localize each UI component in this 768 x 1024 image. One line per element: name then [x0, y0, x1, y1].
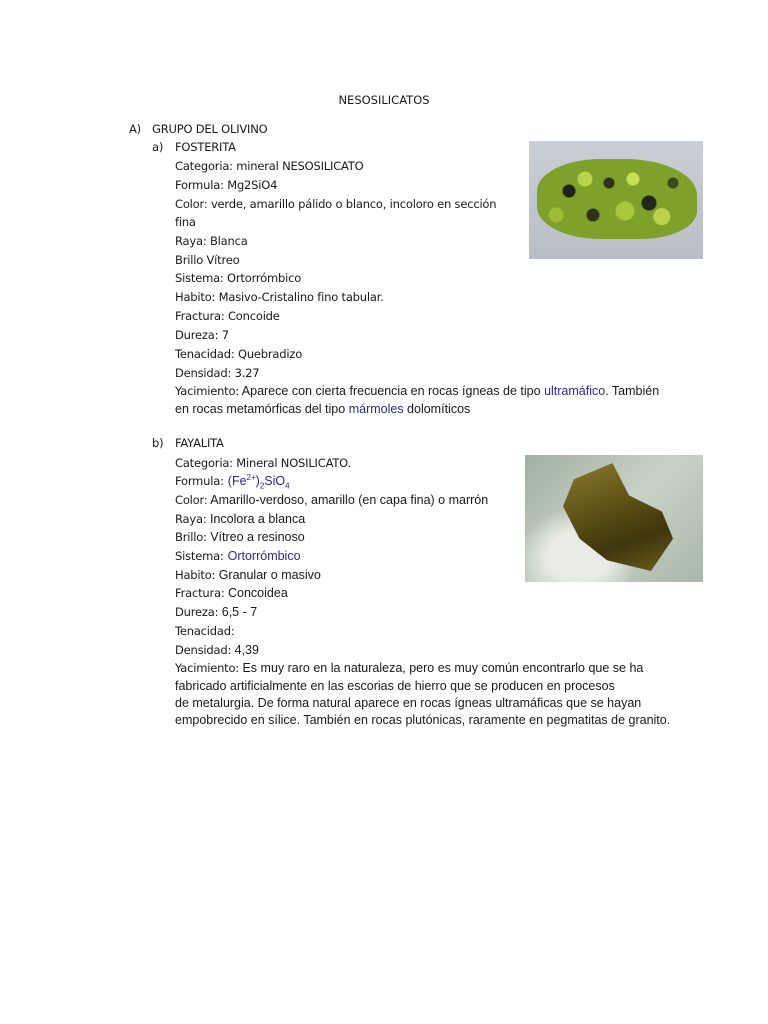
- fosterita-heading: FOSTERITA: [175, 140, 236, 154]
- fosterita-marker: a): [152, 140, 164, 154]
- fosterita-categoria: Categoria: mineral NESOSILICATO: [175, 159, 364, 173]
- fayalita-raya: Raya: Incolora a blanca: [175, 512, 306, 526]
- fayalita-tenacidad: Tenacidad:: [175, 624, 235, 638]
- fosterita-brillo: Brillo Vítreo: [175, 253, 240, 267]
- ultramafico-link[interactable]: ultramáfico: [544, 384, 606, 398]
- fosterita-yacimiento-text-d: dolomíticos: [403, 402, 471, 416]
- fayalita-categoria: Categoria: Mineral NOSILICATO.: [175, 456, 352, 470]
- fosterita-sistema: Sistema: Ortorrómbico: [175, 271, 302, 285]
- fayalita-yacimiento-line4: empobrecido en sílice. También en rocas plutónicas, raramente en pegmatitas de granito.: [175, 713, 671, 727]
- fayalita-habito: Habito: Granular o masivo: [175, 568, 321, 582]
- fayalita-dureza: Dureza: 6,5 - 7: [175, 605, 258, 619]
- fayalita-heading: FAYALITA: [175, 436, 224, 450]
- group-heading: GRUPO DEL OLIVINO: [152, 122, 268, 136]
- fosterita-yacimiento-cont: [175, 400, 470, 418]
- fosterita-fractura: Fractura: Concoide: [175, 309, 280, 323]
- page-title: NESOSILICATOS: [338, 93, 430, 107]
- fosterita-yacimiento-text-b: . También: [605, 384, 660, 398]
- fayalita-color: Color: Amarillo-verdoso, amarillo (en capa fina) o marrón: [175, 493, 489, 507]
- fosterita-densidad: Densidad: 3.27: [175, 366, 260, 380]
- fayalita-formula-value[interactable]: $(Fe^{2+})_2SiO_4$: [227, 472, 290, 491]
- group-marker: A): [129, 122, 141, 136]
- fayalita-photo-icon: [525, 455, 703, 582]
- fosterita-habito: Habito: Masivo-Cristalino fino tabular.: [175, 290, 384, 304]
- fayalita-formula: [175, 472, 290, 490]
- fayalita-brillo: Brillo: Vítreo a resinoso: [175, 530, 305, 544]
- ortorrombico-link[interactable]: Ortorrómbico: [227, 549, 301, 563]
- fayalita-sistema: Sistema: Ortorrómbico: [175, 549, 301, 563]
- fosterita-tenacidad: Tenacidad: Quebradizo: [175, 347, 303, 361]
- fosterita-photo-icon: [529, 141, 703, 259]
- fosterita-color-cont: fina: [175, 215, 196, 229]
- marmoles-link[interactable]: mármoles: [348, 402, 404, 416]
- fayalita-formula-label: Formula:: [175, 474, 224, 488]
- fosterita-yacimiento-text-a: Aparece con cierta frecuencia en rocas ígneas de tipo: [239, 384, 545, 398]
- fosterita-dureza: Dureza: 7: [175, 328, 229, 342]
- fosterita-yacimiento: [175, 382, 659, 400]
- fosterita-yacimiento-label: Yacimiento:: [175, 384, 239, 398]
- fayalita-densidad: Densidad: 4,39: [175, 643, 259, 657]
- fosterita-color: Color: verde, amarillo pálido o blanco, incoloro en sección: [175, 197, 497, 211]
- fosterita-formula: Formula: Mg2SiO4: [175, 178, 278, 192]
- fayalita-yacimiento-line2: fabricado artificialmente en las escorias de hierro que se producen en procesos: [175, 679, 615, 693]
- fayalita-fractura: Fractura: Concoidea: [175, 586, 288, 600]
- fayalita-yacimiento: Yacimiento: Es muy raro en la naturaleza, pero es muy común encontrarlo que se ha: [175, 661, 644, 675]
- fosterita-raya: Raya: Blanca: [175, 234, 248, 248]
- fayalita-yacimiento-line3: de metalurgia. De forma natural aparece en rocas ígneas ultramáficas que se hayan: [175, 696, 642, 710]
- fayalita-marker: b): [152, 436, 164, 450]
- fosterita-yacimiento-text-c: en rocas metamórficas del tipo: [175, 402, 349, 416]
